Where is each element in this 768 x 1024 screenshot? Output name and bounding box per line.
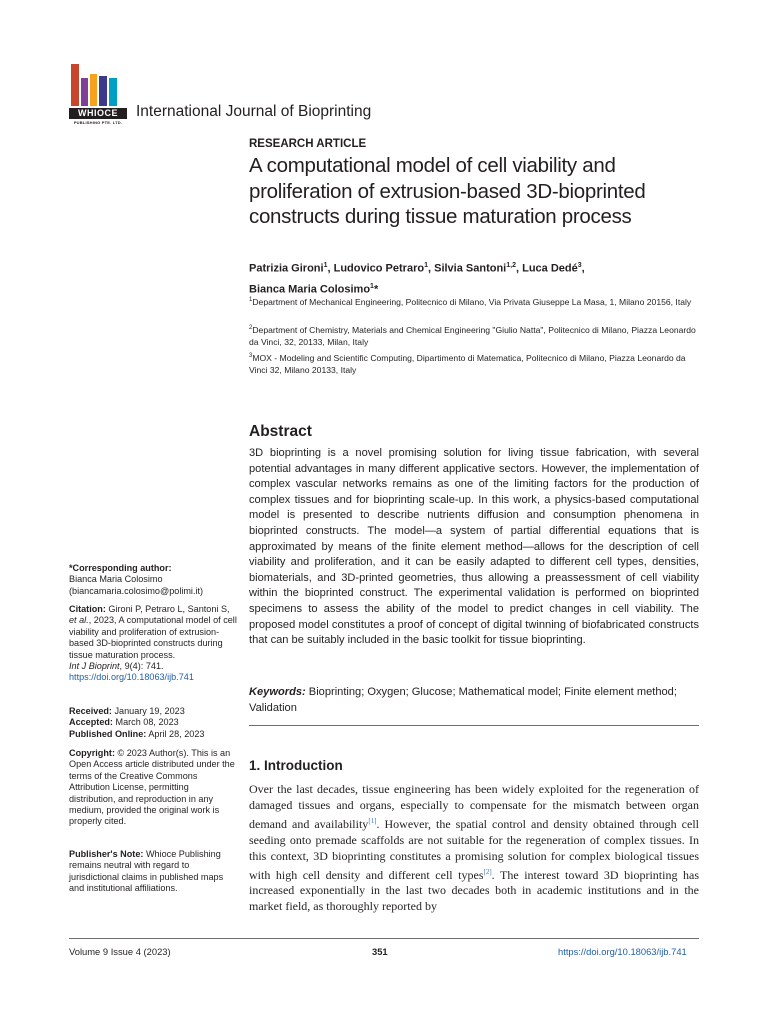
published-date: April 28, 2023 xyxy=(146,728,205,739)
keywords-label: Keywords: xyxy=(249,686,306,698)
logo-bar xyxy=(90,74,97,106)
published-label: Published Online: xyxy=(69,728,147,739)
affiliation-number: 2 xyxy=(249,325,253,331)
citation-etal: et al. xyxy=(69,615,89,626)
citation-text: , 2023, A computational model of cell viability and proliferation of extrusion-based 3D-bioprinted constructs during tissue maturation process. xyxy=(69,615,237,660)
footer-divider xyxy=(69,938,699,939)
introduction-paragraph: . The interest toward 3D bioprinting has increased exponentially in the last two decades both in academic institutions and in the market field, as thoroughly reported by xyxy=(249,867,699,914)
author-affiliation-mark: 3 xyxy=(577,262,582,269)
abstract-text: 3D bioprinting is a novel promising solution for living tissue fabrication, with several potential advantages in many different applicative sectors. However, the implementation of complex vascular networks remains as one of the limiting factors for the production of complex tissues and for bioprinting scale-up. In this work, a physics-based computational model is presented to describe nutrients diffusion and consumption phenomena in bioprinted constructs. The model—a system of partial differential equations that is approximated by means of the finite element method—allows for the description of cell viability and proliferation, and it can be easily adapted to different cell types, densities, biomaterials, and 3D-printed geometries, thus allowing a preassessment of cell viability within the bioprinted construct. The experimental validation is performed on bioprinted specimens to assess the ability of the model to predict changes in cell viability. The proposed model constitutes a proof of concept of digital twinning of biofabricated constructs that can be suitably included in the basic toolkit for tissue bioprinting. xyxy=(249,447,699,647)
corresponding-author-label: *Corresponding author: xyxy=(69,563,172,573)
citation-volume: , 9(4): 741. xyxy=(119,661,164,672)
author-name: Bianca Maria Colosimo xyxy=(249,283,371,296)
corresponding-author-name: Bianca Maria Colosimo xyxy=(69,574,163,585)
introduction-text xyxy=(249,782,699,915)
author-name: Silvia Santoni xyxy=(434,262,507,275)
section-divider xyxy=(249,725,699,726)
author-name: Luca Dedé xyxy=(522,262,578,275)
publisher-note-label: Publisher's Note: xyxy=(69,849,144,859)
introduction-paragraph: . However, the spatial control and density obtained through cell seeding onto premade scaffolds are not suitable for the regeneration of complex tissues. In this context, 3D bioprinting constitutes a promising solution for complex biological tissues with high cell density and different cell types xyxy=(249,816,699,882)
citation-text: Gironi P, Petraro L, Santoni S, xyxy=(105,604,230,614)
affiliation xyxy=(249,294,699,308)
article-title: A computational model of cell viability and proliferation of extrusion-based 3D-bioprinted constructs during tissue maturation process xyxy=(249,154,646,228)
corresponding-author-block xyxy=(69,563,237,597)
article-type: RESEARCH ARTICLE xyxy=(249,138,367,150)
logo-bar xyxy=(81,78,88,106)
author-affiliation-mark: 1 xyxy=(323,262,328,269)
affiliation-text: MOX - Modeling and Scientific Computing, Dipartimento di Matematica, Politecnico di Milano, Piazza Leonardo da Vinci 32, Milano 20133, Italy xyxy=(249,352,686,376)
reference-link[interactable]: [2] xyxy=(483,867,492,876)
footer-volume: Volume 9 Issue 4 (2023) xyxy=(69,946,171,957)
abstract-heading: Abstract xyxy=(249,423,312,440)
logo-bar xyxy=(71,64,79,106)
affiliation xyxy=(249,350,699,377)
affiliation-text: Department of Chemistry, Materials and Chemical Engineering "Giulio Natta", Politecnico di Milano, Piazza Leonardo da Vinci, 32, 20133, Milan, Italy xyxy=(249,324,696,348)
logo-subtitle: PUBLISHING PTE. LTD. xyxy=(73,120,123,125)
copyright-block xyxy=(69,748,237,828)
citation-doi-link[interactable]: https://doi.org/10.18063/ijb.741 xyxy=(69,672,194,683)
affiliation-text: Department of Mechanical Engineering, Politecnico di Milano, Via Privata Giuseppe La Masa, 1, Milano 20156, Italy xyxy=(252,296,692,307)
affiliation-number: 1 xyxy=(249,297,253,303)
received-date: January 19, 2023 xyxy=(111,706,185,716)
affiliation-number: 3 xyxy=(249,353,253,359)
author-separator: , xyxy=(515,262,523,275)
keywords xyxy=(249,685,699,716)
author-separator: , xyxy=(581,262,585,275)
author-list xyxy=(249,257,699,298)
author-affiliation-mark: 1,2 xyxy=(506,262,516,269)
copyright-label: Copyright: xyxy=(69,748,115,758)
author-affiliation-mark: 1 xyxy=(370,282,374,290)
logo-bar xyxy=(109,78,117,106)
logo-word: WHIOCE xyxy=(69,108,127,119)
keywords-text: Bioprinting; Oxygen; Glucose; Mathematical model; Finite element method; Validation xyxy=(249,686,677,714)
received-label: Received: xyxy=(69,706,112,716)
reference-link[interactable]: [1] xyxy=(368,816,377,825)
page-number: 351 xyxy=(372,946,388,957)
journal-name: International Journal of Bioprinting xyxy=(136,103,372,120)
copyright-text: © 2023 Author(s). This is an Open Access article distributed under the terms of the Creative Commons Attribution License, permitting distribution, and reproduction in any medium, provided the original work is properly cited. xyxy=(69,748,235,827)
author-name: Patrizia Gironi xyxy=(249,262,324,275)
publisher-note-text: Whioce Publishing remains neutral with regard to jurisdictional claims in published maps and institutional affiliations. xyxy=(69,849,224,894)
author-name: Ludovico Petraro xyxy=(333,262,425,275)
corresponding-mark: * xyxy=(373,283,379,296)
publisher-note-block xyxy=(69,849,237,895)
author-separator: , xyxy=(427,262,435,275)
affiliation xyxy=(249,322,699,349)
dates-block xyxy=(69,706,237,740)
accepted-label: Accepted: xyxy=(69,717,113,728)
citation-journal: Int J Bioprint xyxy=(69,661,120,672)
citation-block xyxy=(69,604,237,684)
logo-bar xyxy=(99,76,107,106)
author-affiliation-mark: 1 xyxy=(424,262,428,269)
author-separator: , xyxy=(327,262,334,275)
footer-doi-link[interactable]: https://doi.org/10.18063/ijb.741 xyxy=(558,946,687,957)
introduction-heading: 1. Introduction xyxy=(249,758,343,773)
publisher-logo xyxy=(69,64,127,128)
introduction-paragraph: Over the last decades, tissue engineering has been widely exploited for the regeneration of damaged tissues and organs, especially to compensate for the mismatch between organ demand and availability xyxy=(249,782,699,831)
accepted-date: March 08, 2023 xyxy=(112,717,179,728)
corresponding-author-email[interactable]: (biancamaria.colosimo@polimi.it) xyxy=(69,585,204,596)
citation-label: Citation: xyxy=(69,604,106,614)
